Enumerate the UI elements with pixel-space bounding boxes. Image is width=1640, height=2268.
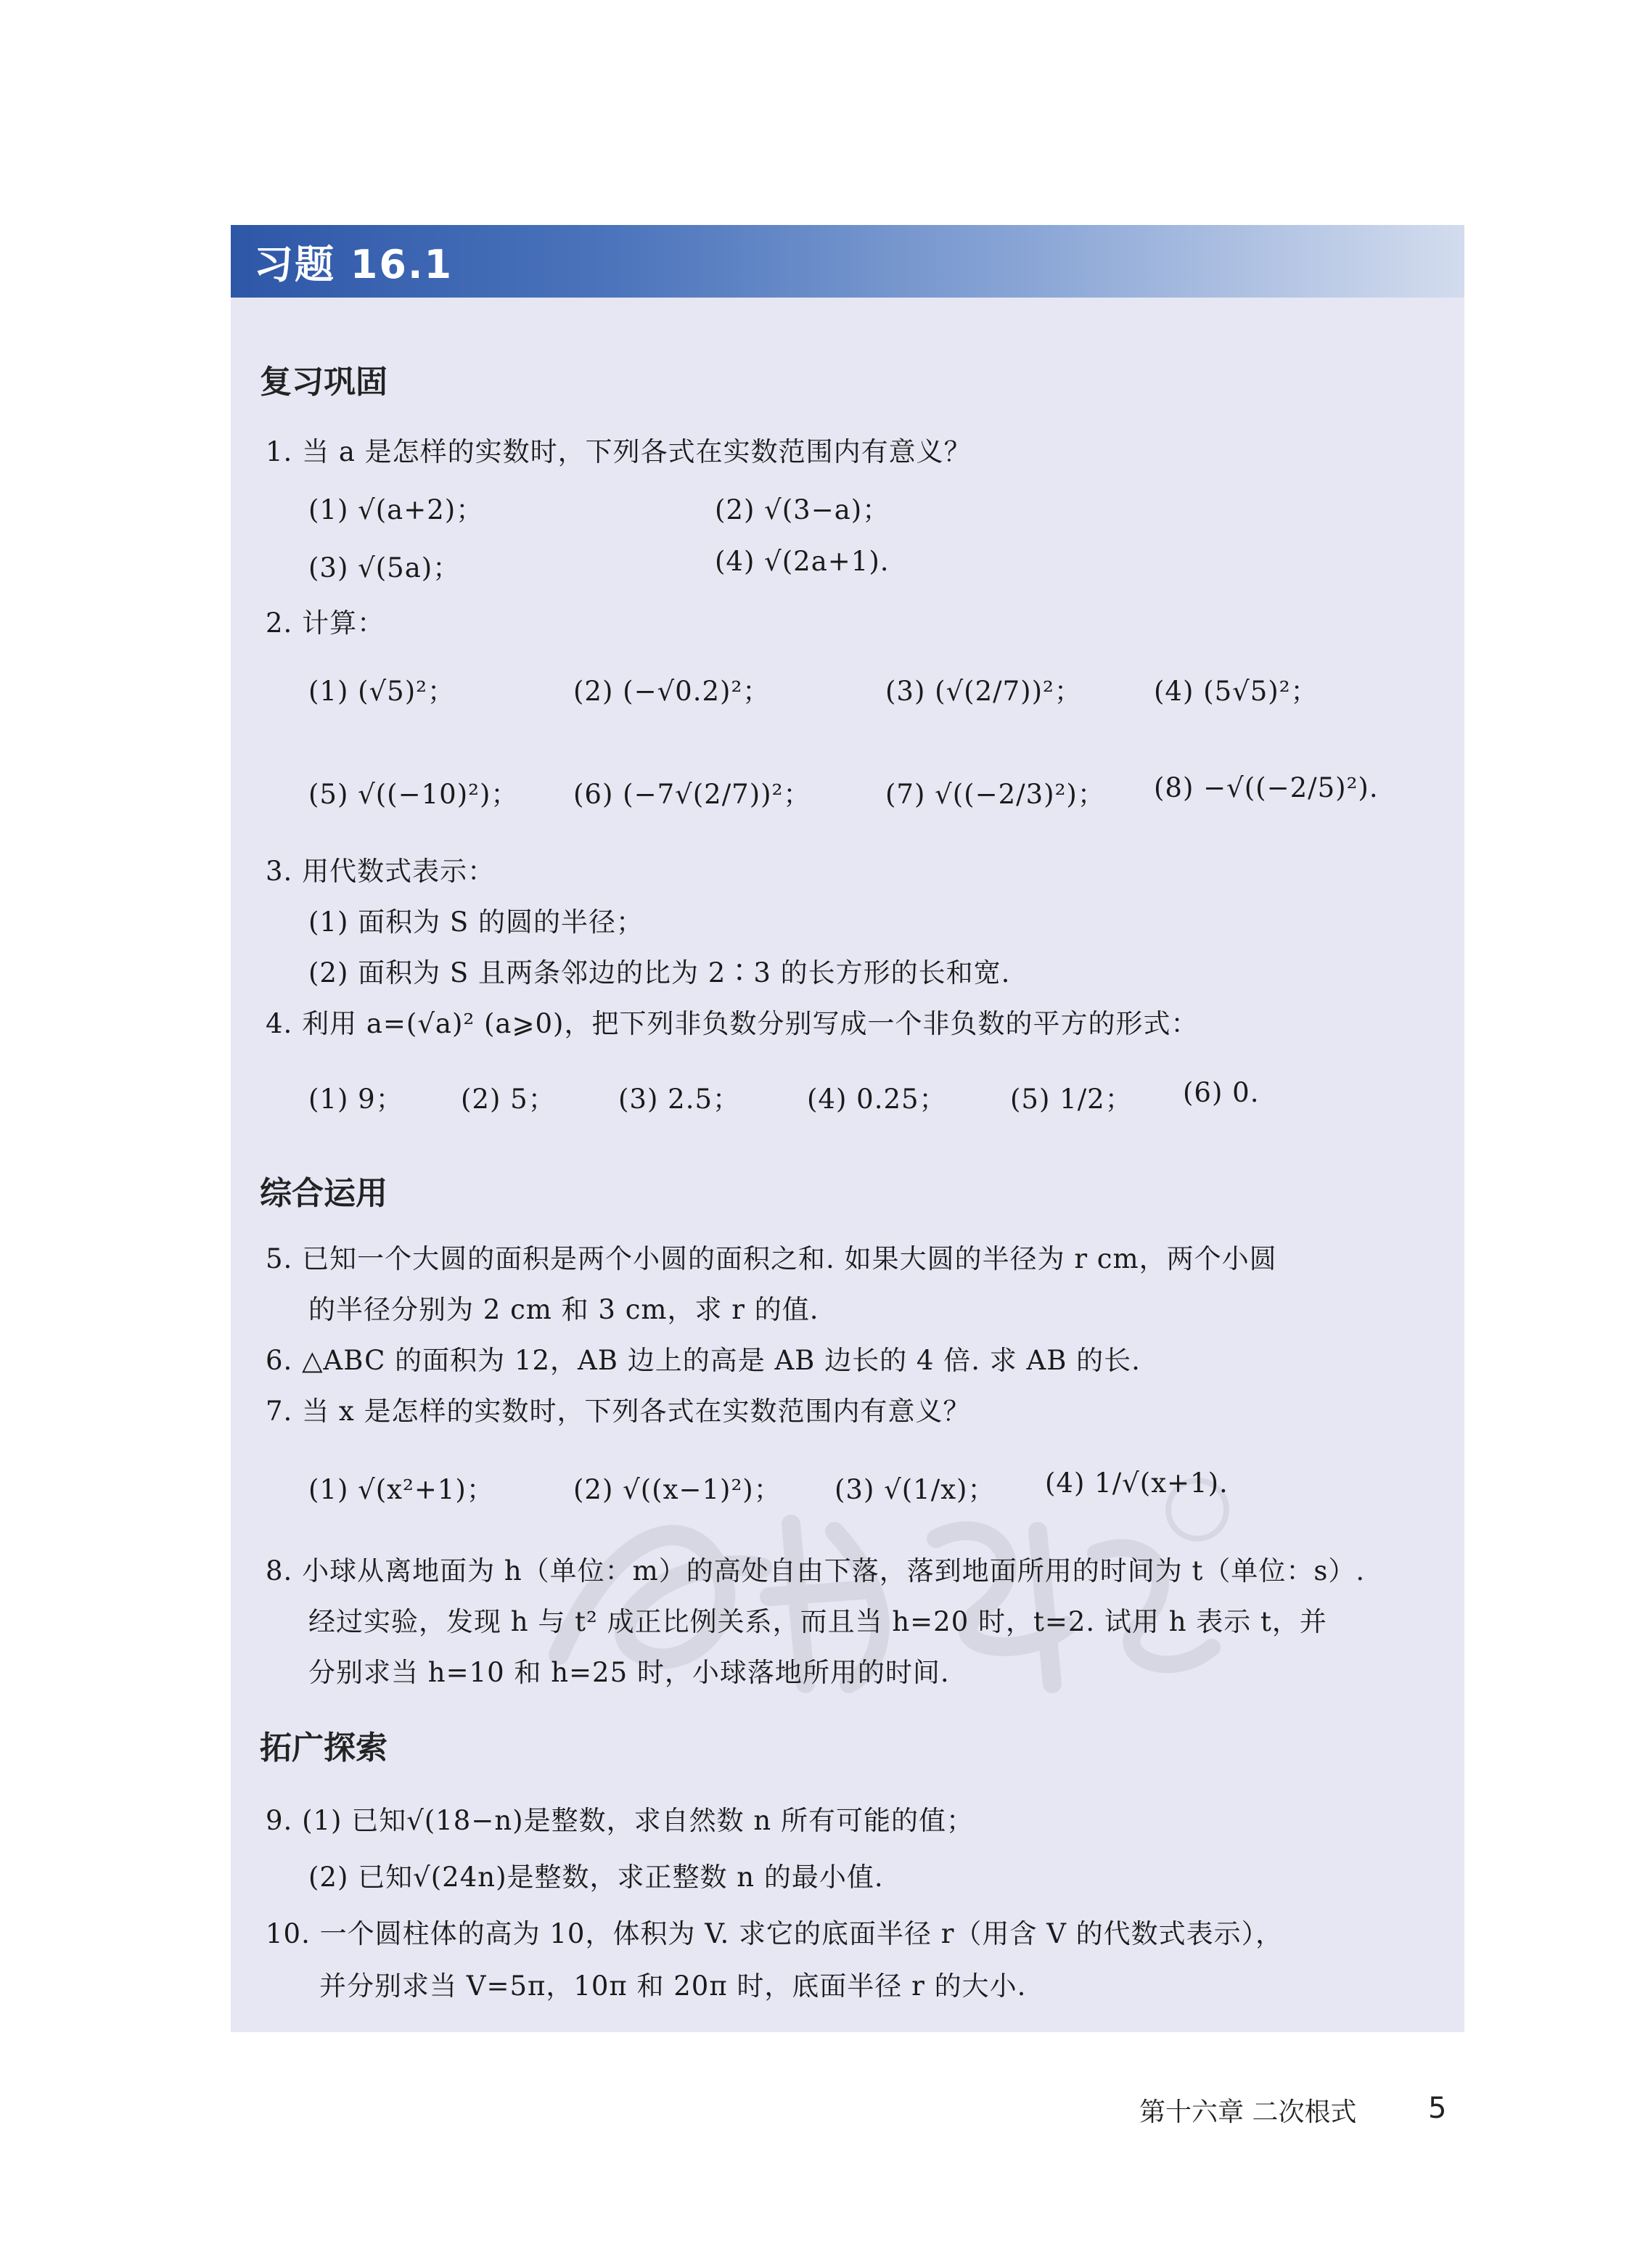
- q10-line1: 10. 一个圆柱体的高为 10，体积为 V. 求它的底面半径 r（用含 V 的代数式表示），: [266, 1918, 1284, 1949]
- q7-part1: (1) √(x²+1)；: [308, 1474, 494, 1505]
- q1-part2: (2) √(3−a)；: [715, 494, 890, 525]
- q2-part7: (7) √((−2/3)²)；: [885, 779, 1105, 810]
- q3-stem: 3. 用代数式表示：: [266, 856, 496, 887]
- section-review: 复习巩固: [260, 364, 388, 401]
- q4-item6: (6) 0.: [1183, 1077, 1260, 1108]
- q7-part2: (2) √((x−1)²)；: [573, 1474, 782, 1505]
- q2-part3: (3) (√(2/7))²；: [885, 676, 1082, 707]
- q2-part6: (6) (−7√(2/7))²；: [573, 779, 811, 810]
- q6-text: 6. △ABC 的面积为 12，AB 边上的高是 AB 边长的 4 倍. 求 AB 的长.: [266, 1345, 1141, 1376]
- q2-stem: 2. 计算：: [266, 607, 385, 639]
- page-number: 5: [1428, 2092, 1447, 2125]
- q4-item1: (1) 9；: [308, 1084, 403, 1115]
- q8-line1: 8. 小球从离地面为 h（单位：m）的高处自由下落，落到地面所用的时间为 t（单位：s）.: [266, 1555, 1366, 1587]
- q8-line2: 经过实验，发现 h 与 t² 成正比例关系，而且当 h=20 时，t=2. 试用 h 表示 t，并: [308, 1606, 1327, 1637]
- q7-part4: (4) 1/√(x+1).: [1045, 1467, 1229, 1499]
- chapter-footer: 第十六章 二次根式: [1139, 2097, 1357, 2127]
- q1-part4: (4) √(2a+1).: [715, 546, 890, 577]
- q2-part2: (2) (−√0.2)²；: [573, 676, 771, 707]
- q9-line2: (2) 已知√(24n)是整数，求正整数 n 的最小值.: [308, 1862, 884, 1893]
- q8-line3: 分别求当 h=10 和 h=25 时，小球落地所用的时间.: [308, 1657, 950, 1688]
- q10-line2: 并分别求当 V=5π，10π 和 20π 时，底面半径 r 的大小.: [319, 1970, 1027, 2002]
- q2-part8: (8) −√((−2/5)²).: [1154, 772, 1379, 803]
- q9-line1: 9. (1) 已知√(18−n)是整数，求自然数 n 所有可能的值；: [266, 1805, 974, 1836]
- q2-part1: (1) (√5)²；: [308, 676, 455, 707]
- q5-line2: 的半径分别为 2 cm 和 3 cm，求 r 的值.: [308, 1294, 819, 1325]
- q4-stem: 4. 利用 a=(√a)² (a⩾0)，把下列非负数分别写成一个非负数的平方的形式：: [266, 1008, 1199, 1039]
- q3-part2: (2) 面积为 S 且两条邻边的比为 2∶3 的长方形的长和宽.: [308, 957, 1011, 988]
- q4-item2: (2) 5；: [461, 1084, 556, 1115]
- q7-stem: 7. 当 x 是怎样的实数时，下列各式在实数范围内有意义？: [266, 1396, 971, 1427]
- q7-part3: (3) √(1/x)；: [835, 1474, 996, 1505]
- q1-stem: 1. 当 a 是怎样的实数时，下列各式在实数范围内有意义？: [266, 436, 972, 467]
- q4-item4: (4) 0.25；: [807, 1084, 947, 1115]
- section-apply: 综合运用: [260, 1175, 388, 1212]
- q5-line1: 5. 已知一个大圆的面积是两个小圆的面积之和. 如果大圆的半径为 r cm，两个小圆: [266, 1243, 1277, 1274]
- q4-item3: (3) 2.5；: [618, 1084, 741, 1115]
- q1-part1: (1) √(a+2)；: [308, 494, 484, 525]
- section-explore: 拓广探索: [260, 1729, 388, 1766]
- page-title: 习题 16.1: [254, 242, 454, 287]
- q1-part3: (3) √(5a)；: [308, 552, 461, 584]
- q2-part5: (5) √((−10)²)；: [308, 779, 519, 810]
- q2-part4: (4) (5√5)²；: [1154, 676, 1319, 707]
- q4-item5: (5) 1/2；: [1010, 1084, 1133, 1115]
- q3-part1: (1) 面积为 S 的圆的半径；: [308, 906, 644, 938]
